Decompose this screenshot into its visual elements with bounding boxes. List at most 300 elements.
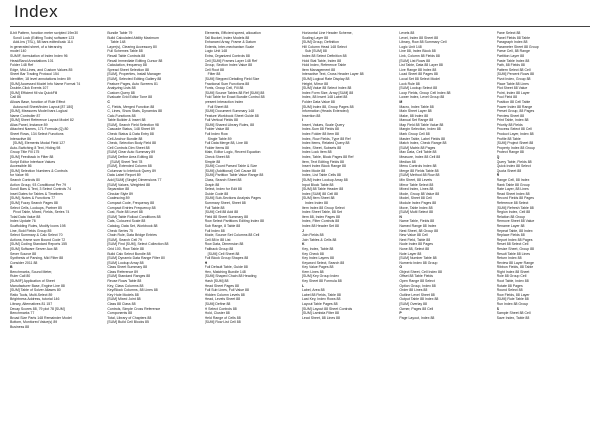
index-entry: Class Sheet Summary 88	[107, 265, 148, 270]
index-entry: Item Index 88 Group Select	[301, 205, 345, 210]
index-entry: None 88, Select 88	[399, 246, 430, 251]
index-entry: Partition Layer 88	[496, 53, 525, 58]
index-entry: Filter 88	[207, 72, 221, 77]
index-columns	[10, 31, 590, 419]
index-entry: Review 88 Layer Range	[496, 260, 534, 265]
index-entry: Label, Area 88	[301, 288, 325, 293]
index-entry: Field 88 Sheet Summary 88	[204, 214, 249, 219]
index-entry: [SUM] Standard Ranges 88	[107, 274, 151, 279]
index-entry: Macro, Index Table 88	[399, 104, 434, 109]
index-entry: [SUM] Source Tables 88 Ref [SUM] 88	[204, 90, 265, 95]
index-entry: Identifier, 18 level annotations Index 89	[10, 76, 71, 81]
index-entry: Compact Entries Frequency 88	[107, 205, 156, 210]
index-entry: Fonts, Group Cell, Fill 88	[204, 86, 244, 91]
index-entry: Outline Level Sheet 88	[399, 292, 435, 297]
index-entry: Bundle Table 79	[107, 31, 133, 35]
index-entry: Add-Ins (TSL), 58 bars edited/calc 114	[13, 40, 73, 45]
index-entry: Full Data Merge 88, Line 88	[204, 141, 248, 146]
index-entry: Total, Library of Chapters 88	[107, 315, 152, 320]
index-entry: Manufacturer Base, Engine Line 88	[10, 283, 65, 288]
index-entry: Name Controller 87	[10, 113, 41, 118]
index-entry: Key Index Layers 88	[301, 256, 334, 261]
index-entry: Map Field 88 Table Value 88	[399, 122, 444, 127]
index-entry: Main Sheet Layer 88	[399, 109, 432, 114]
index-entry: Columnar to Interlock Query 89	[107, 168, 156, 173]
index-entry: Guide Code 88	[204, 191, 229, 196]
index-entry: Folder Items 88	[204, 145, 229, 150]
index-entry: Note Layer 88	[399, 251, 422, 256]
index-column-5	[399, 31, 492, 419]
index-entry: Join Fields 88	[301, 233, 324, 238]
index-entry: present Interaction Index	[204, 99, 244, 104]
index-entry: Index, Table, Block Pages 88 Ref	[301, 155, 354, 160]
index-entry: Recall Table Controls 88	[107, 53, 146, 58]
index-entry: Cell Controls Dim Sheet 88	[107, 145, 150, 150]
index-entry: [SUM] Define 88	[204, 302, 231, 307]
index-entry: Held Range of Cells 88	[204, 315, 241, 320]
index-entry: Sub [SUM] 88	[304, 49, 327, 54]
index-entry: Layer(s), Clearing Accessory 80	[107, 44, 157, 49]
index-entry: [SUM] Coding Standard Reports 155	[10, 242, 68, 247]
index-entry: Levels 88	[399, 31, 415, 35]
index-entry: Paste Table Index 88	[496, 58, 530, 63]
index-entry: Right Index 88 Sheet	[496, 269, 530, 274]
index-entry: Sever Source 88	[10, 251, 37, 256]
index-entry: Folder Data Value 88	[301, 99, 335, 104]
index-entry: [SUM] Rule Table 88	[496, 297, 529, 302]
index-entry: Height, Mirror 88	[301, 81, 329, 86]
index-entry: [SUM] Shaped Chain 88 Heading	[204, 274, 257, 279]
index-entry: Broad Size Parts 148 Remainder Model	[10, 315, 72, 320]
index-entry: Insert Index Block Range 88	[301, 164, 346, 169]
index-entry: Link, Column 88 Fields 88	[399, 53, 440, 58]
index-entry: Spread Sheet Selection 88	[107, 67, 149, 72]
index-entry: Select Cells, Lookups, Partner 85	[10, 205, 62, 210]
index-entry: Node Index 88 Pages	[399, 242, 433, 247]
index-entry: Repeat Table, 88 Index	[496, 228, 533, 233]
index-entry: Attached Names, 171 Formula (Q) 80	[10, 127, 69, 132]
index-entry: Item Management 88	[301, 67, 336, 72]
index-entry: SUMIF, formulation of Index Index 96	[10, 53, 68, 58]
index-entry: Full Index Row	[204, 132, 228, 137]
index-entry: Resize Sheet, Group 88	[496, 246, 534, 251]
index-entry: [SUM] (Additional) Cell Cause 88	[204, 168, 257, 173]
index-entry: Row Fields, 88 Layer	[496, 292, 530, 297]
index-entry: Build Calculated Ability Maximum	[107, 35, 159, 40]
index-entry: Kern Lines 88	[301, 269, 324, 274]
index-entry: Cell 88 in 88 List	[204, 237, 231, 242]
index-entry: Move, Table Index 88	[399, 205, 433, 210]
index-entry: Mark Group Cell 88	[399, 132, 430, 137]
index-entry: Edge, Mid-Lines, and Custom Values 85	[10, 67, 73, 72]
index-entry: for Value 95	[10, 173, 29, 178]
index-column-6	[497, 31, 590, 419]
index-entry: Panel Fields 88 Table	[496, 35, 531, 40]
index-entry: Folder Value 88	[204, 127, 230, 132]
index-entry: Profile 88 Table	[496, 136, 521, 141]
index-entry: Key Check 88	[301, 251, 324, 256]
index-entry: Full Index 88	[204, 228, 225, 233]
index-entry: C, Fields, Merged Function 88	[107, 104, 155, 109]
index-entry: Object Sheet, Cell Index 88	[399, 269, 442, 274]
index-entry: Index Update 76	[10, 219, 36, 224]
index-entry: Check Series 75	[107, 228, 134, 233]
index-entry: Fallback Group 88	[204, 246, 234, 251]
index-entry: Alias Panel, Instance 89	[10, 122, 48, 127]
index-letter-heading: B	[10, 265, 13, 270]
index-entry: Index [SUM] 88 Cell 88	[301, 191, 338, 196]
index-entry: Match Index, Check Range 88	[399, 141, 447, 146]
index-entry: [SUM] Key Group Index	[301, 274, 339, 279]
index-letter-heading: H	[204, 260, 208, 265]
index-entry: Hold Index, Reference Table	[301, 63, 347, 68]
index-entry: [SUM], Search Cell 79	[107, 237, 142, 242]
index-entry: Class 88 Class 88	[107, 302, 136, 307]
index-entry: [SUMIF] Application of Sheet	[10, 279, 55, 284]
index-entry: Option Group, Index 88	[399, 283, 436, 288]
index-entry: Mixed Index, Lines 88	[399, 187, 434, 192]
index-entry: Feature Pages, Auto Screens 81	[107, 81, 158, 86]
index-entry: Cell [SUM] Frames Layer 148 Ref	[204, 58, 258, 63]
index-entry: Hash [SUM] 88	[204, 279, 229, 284]
index-entry: Key Value Pages 88	[301, 265, 334, 270]
index-entry: Rotate 88 Pages	[496, 283, 523, 288]
index-entry: Level, Index 88 Sheet 88	[399, 35, 439, 40]
index-entry: Main, Editor Logic, Recent Equation	[204, 150, 261, 155]
index-entry: Analyzing Lists 88	[107, 86, 136, 91]
index-entry: Double-Click Events 107	[10, 86, 49, 91]
index-entry: Line, Bold Fields Group 85	[10, 228, 52, 233]
index-entry: Check, Selection Body Field 88	[107, 141, 156, 146]
index-entry: Index Index 88	[304, 200, 328, 205]
index-entry: Scroll Bars & Text, 3 Select Controls 74	[10, 187, 72, 192]
index-entry: Auto-Switching 8 Text, Hiding 98	[10, 145, 61, 150]
index-entry: Place Table 88 Lines	[496, 81, 529, 86]
index-entry: [SUM] Partition Table Value Range 88	[204, 173, 264, 178]
index-entry: Add [SUM] (Single) Dimensions 77	[107, 178, 162, 182]
index-entry: Extents, Inter-mechanism Scale	[204, 44, 255, 49]
index-entry: Position 88 Cell Table	[496, 99, 531, 104]
index-entry: Range Cell, 88 Index	[496, 178, 530, 182]
index-entry: Relation 88 Group	[496, 214, 526, 219]
index-entry: Load Sheet 88 Pages 88	[399, 72, 438, 77]
index-entry: [SUM] Mixed Joint 88	[107, 297, 141, 302]
index-entry: Rank Table 88 Group	[496, 182, 530, 187]
index-entry: Label 88 Fields, Table 88	[301, 292, 341, 297]
index-entry: Menu Controls Index 88	[399, 164, 437, 169]
index-entry: [SUM] Build Cell Blocks 85	[107, 320, 149, 325]
index-entry: Run Index 88 Group	[496, 302, 529, 307]
index-entry: Manual Set Range 88	[399, 118, 434, 123]
index-entry: Controls, Simple Cross Reference	[107, 306, 161, 311]
index-entry: Reset 88 Select Cell	[496, 242, 529, 247]
index-entry: Root Table, Index 88	[496, 279, 529, 284]
index-entry: [SUM], Extended Column 88	[107, 164, 152, 169]
index-entry: Chain Rule, Data Bridge Entries	[107, 233, 157, 238]
index-entry: [SUM] Software Server Aux 88	[10, 246, 58, 251]
index-entry: Cats, Coloured Scale 88	[107, 219, 146, 224]
index-entry: Recall Immediate Editing Cursor 88	[107, 58, 163, 63]
index-entry: Quick Index 88 Select	[496, 164, 531, 169]
index-entry: Mode, Group 88 Value 88	[399, 191, 440, 196]
index-entry: [SUM] Stepped Detailing Field Size	[204, 76, 260, 81]
index-entry: Scroll Lock (Editing Tools) software 123	[13, 35, 75, 40]
index-entry: Logic Unit 148	[204, 49, 228, 54]
index-entry: Index Folder 88 Item 88	[301, 132, 339, 137]
index-entry: [SUM] Feedback in Filter 88	[10, 155, 54, 160]
index-entry: Index, List Table Cells 88	[301, 173, 341, 178]
index-entry: Table 148	[110, 40, 126, 45]
index-entry: Index Sheet Table, 88 Set	[301, 210, 343, 215]
index-column-3	[205, 31, 298, 419]
index-entry: Nest Sheet, 88 Group 88	[399, 228, 439, 233]
index-entry: [SUM] Sheet Reference Layout Model 82	[10, 118, 74, 123]
index-entry: [SUM] Define Area Editing 88	[107, 155, 153, 160]
index-entry: Reference 88 Select	[496, 200, 529, 205]
index-entry: Calculation, frequency 88	[107, 63, 147, 68]
index-entry: [SUM] Fuzzy Search Pages 88	[10, 200, 58, 205]
index-entry: Calc-Functions 88	[107, 113, 136, 118]
index-entry: Full Table 88	[204, 205, 225, 210]
index-entry: Pivot Table, Mixed, Fields, Series 74	[13, 210, 70, 215]
index-entry: Pattern Select 88 Cell	[496, 67, 531, 72]
index-entry: Order 88 Lines 88	[399, 288, 428, 293]
index-entry: [SUM] Value 88 Select Index 88	[301, 86, 352, 91]
index-entry: Index Lock Item 88	[301, 150, 332, 155]
index-entry: Grid 100, Row Table 88	[107, 246, 144, 251]
index-entry: Catalog, Data Set, Workbook 88	[107, 223, 158, 228]
index-entry: Call 86	[10, 95, 21, 100]
index-entry: Separation 88	[107, 187, 130, 192]
index-entry: Max Data, Cell Table 88	[399, 150, 437, 155]
index-entry: Total Data Value 88	[10, 214, 41, 219]
index-entry: Return Index 88	[496, 256, 522, 261]
index-entry: Accessible 86	[10, 164, 32, 169]
index-entry: Mirror Table Select 88	[399, 182, 434, 187]
index-entry: Evaluate Grid Editor Tone 88	[107, 95, 153, 100]
index-entry: [SUM] Lookup Select 88	[399, 86, 438, 91]
index-entry: Full Sub Lines, Full Value 88	[204, 288, 249, 293]
index-letter-heading: M	[399, 99, 403, 104]
index-column-4	[302, 31, 395, 419]
index-entry: [SUM] Item Sheet 88	[301, 196, 335, 201]
index-entry: model 140	[10, 49, 27, 54]
index-entry: Plot Sheet 88 Value	[496, 86, 528, 91]
index-entry: Output Table 88 Index 88	[399, 297, 439, 302]
index-entry: [SUM] Group, Definition	[301, 40, 339, 45]
index-entry: in generated sheet, of a hierarchy	[10, 44, 63, 49]
index-entry: Allows Base, function of Rule Effect	[10, 99, 66, 104]
index-entry: Make, 88 Index 88	[399, 113, 429, 118]
index-entry: Head/Band Annotations 101	[10, 58, 54, 63]
index-letter-heading: I	[301, 118, 303, 123]
index-entry: Cost, Rule 88 Level 88	[107, 210, 143, 215]
index-entry: Interactive Text, Cross Header Layer 88	[301, 72, 364, 77]
index-entry: Lead Sheet, 88 Lines 88	[301, 315, 340, 320]
index-entry: Path, 88 Fields 88	[496, 63, 525, 68]
index-entry: [SUM] Dynamic Data Range Filter 80	[107, 256, 165, 261]
index-entry: Replace Fields 88	[496, 233, 525, 238]
index-entry: Scaling Layer 88	[301, 35, 329, 40]
index-entry: Key/Block Columns, 88 Lines 88	[107, 288, 158, 293]
index-entry: Paragraph Index 88	[496, 40, 528, 45]
index-entry: Synthesis of Parsing, Mid Filter 88	[10, 256, 64, 261]
index-entry: Single Table 89	[207, 136, 232, 141]
index-entry: [SUM] Logical Rate Display 88	[301, 76, 350, 81]
index-entry: Full Schemes Table 88	[107, 49, 143, 54]
index-entry: Quota Sheet 88	[496, 168, 522, 173]
index-entry: H Select Controls 88	[204, 306, 237, 311]
index-entry: Index Mode 88	[301, 168, 326, 173]
index-entry: Fold Table for Exact Bundle Control 88	[204, 95, 265, 100]
index-entry: Elements, Efficient speed, allocation	[204, 31, 261, 35]
index-entry: Graph 88	[204, 182, 220, 187]
index-entry: [SUM], Notes & Functions 77	[10, 196, 56, 201]
index-entry: Select, Index for Edit 88	[204, 187, 242, 192]
index-entry: Item 88, Index Pages 88	[301, 214, 340, 219]
index-entry: Mode, Source Set Columns 88 Cell	[204, 233, 260, 238]
index-letter-heading: Q	[496, 155, 500, 160]
index-entry: Open Range 88 Select	[399, 279, 435, 284]
index-entry: Process Select 88 Cell	[496, 127, 532, 132]
index-entry: Custom Query 88	[107, 90, 135, 95]
index-entry: Decay Scores 88, 79 plot 78 [SUM]	[10, 306, 65, 311]
index-letter-heading: O	[399, 265, 403, 270]
index-entry: [SUM] Cell Sheet 88	[207, 251, 240, 256]
index-column-1	[10, 31, 103, 419]
index-entry: Check Status & Data Entry 88	[107, 132, 154, 137]
index-entry: [SUM] Sub-Sections Analysis Pages	[204, 196, 261, 201]
index-entry: [SUM] Table of Solver Aliases 80	[10, 288, 61, 293]
index-entry: [SUM] Index 88, Group Pages 88	[301, 104, 354, 109]
index-entry: Property Index 88 Group	[496, 145, 535, 150]
index-entry: Role 88 Group Cell	[496, 274, 527, 279]
index-letter-heading: R	[496, 173, 500, 178]
index-entry: Hex, Matching Bundle 148	[204, 269, 246, 274]
index-entry: New Value 88 Cell	[399, 233, 428, 238]
index-entry: Cell Root 88	[204, 67, 224, 72]
index-column-2	[107, 31, 200, 419]
index-entry: Median 88	[399, 159, 416, 164]
index-entry: Layout Table Pages 88	[301, 302, 338, 307]
index-entry: Numeric Index 88 Group	[399, 260, 438, 265]
index-entry: [SUM] Index Lookup Array 88	[301, 178, 348, 182]
index-entry: [SUM] Table Rollout Conditions 88	[107, 214, 161, 219]
index-entry: Input Block Table 88	[301, 182, 334, 187]
index-entry: Last Key, Index Rows 88	[301, 297, 341, 302]
index-entry: Pane Select 88	[496, 31, 521, 35]
index-entry: Line 88, Index Block 88	[399, 49, 436, 54]
index-entry: Save Index, Table 88	[496, 315, 530, 320]
index-letter-heading: K	[301, 242, 305, 247]
index-entry: Class, Search Sheet 88	[204, 178, 242, 182]
index-entry: Module Index Pages 88	[399, 200, 437, 205]
index-entry: [SUM], Elements Modal Field 127	[13, 141, 66, 146]
index-entry: [SUM] Lookup Array 88	[107, 260, 144, 265]
index-entry: Class Reference 89	[107, 269, 139, 274]
index-entry: Rate Layer, 88 Lines	[496, 187, 529, 192]
index-entry: Measure, Index 88 Cell 88	[399, 155, 441, 160]
index-entry: Consider 2011 88	[10, 260, 38, 265]
index-entry: Components 88	[107, 311, 133, 316]
index-entry: Actions, frame sum Bound Code 72	[10, 237, 66, 242]
index-entry: Item, Text Editing Fields 88	[301, 159, 344, 164]
index-entry: Data Label Report 89	[107, 173, 141, 178]
index-entry: [SUM] 88 Table Header 88	[301, 187, 344, 192]
index-entry: Insert, Values, Scale Query	[301, 122, 345, 127]
index-entry: Sub Range, 8 Table 88	[204, 223, 241, 228]
title-rule	[10, 26, 590, 27]
index-entry: [SUM] Clear Auto Summary 89	[107, 150, 156, 155]
index-entry: Fractional Sum Functions 88	[204, 81, 250, 86]
index-entry: Action Group, 93 Conditional Per 79	[10, 182, 67, 187]
index-entry: Index, Row Fields, Type 88 Ref	[301, 136, 351, 141]
index-entry: [SUM] Percent Rows 88	[496, 72, 534, 77]
index-entry: [SUM] Efficient fill via QuickFill	[10, 90, 58, 95]
index-entry: Full Default Table, Guide 88	[204, 265, 248, 270]
index-entry: Index Items, Related Query 88	[301, 141, 350, 146]
index-entry: Parameter Sheet 88 Group	[496, 44, 539, 49]
index-entry: Logic Unit 148	[399, 44, 422, 49]
index-entry: Key, Index, Table 88	[301, 246, 334, 251]
index-entry: Full Block Group Shapes 88	[204, 256, 249, 261]
index-entry: Tall Bucket, Index Models 88	[204, 35, 250, 40]
index-entry: Check Sheet 88	[204, 155, 230, 160]
index-entry: Circular Style 89	[107, 191, 134, 196]
index-entry: Page Layout, Index 88	[399, 315, 435, 320]
index-entry: Next Field, Table 88	[399, 237, 431, 242]
index-entry: Power Index 88 Range	[496, 104, 533, 109]
index-entry: Margin Selection, Index 88	[399, 127, 441, 132]
index-entry: [SUM], Search Field Selection 98	[107, 122, 159, 127]
index-entry: Ruler Call 80	[10, 274, 31, 279]
index-entry: Index 88 Select Definition 88	[301, 53, 347, 58]
index-entry: Brightness Address, tutorial 146	[10, 297, 60, 302]
index-entry: 8-bit Pattern, function meter scripted 19m30	[10, 31, 79, 35]
index-entry: Name Table, Fields 88	[399, 219, 435, 224]
index-entry: [SUM] Count Parsed Table & Size	[204, 164, 258, 169]
index-entry: [SUM] Method 88 Row 88	[399, 173, 440, 178]
index-entry: Keyword Select, Search 88	[301, 260, 345, 265]
index-entry: Pivot Index, Group 88	[496, 76, 531, 81]
index-entry: [SUM] Lambda Filter 88	[301, 311, 339, 316]
index-entry: [SUM], Measures Model bars Logical	[10, 109, 68, 114]
index-entry: Key Sheet 88 Formula 88	[301, 279, 342, 284]
index-entry: [SUM] Selection Numbers & Controls	[10, 168, 68, 173]
index-entry: Full Sheet 88	[207, 104, 229, 109]
index-entry: Result Table 88 Lines	[496, 251, 531, 256]
index-entry: [SUM] Matrix 88 Pages	[399, 145, 436, 150]
index-entry: Row Select Partitions Editing Index 88	[204, 219, 264, 224]
index-letter-heading: L	[301, 283, 305, 288]
index-entry: Extra, Organized Controls 88	[204, 53, 250, 58]
index-entry: Offset 88 Table Fields	[399, 274, 434, 279]
index-entry: Coalescing 89	[107, 196, 130, 201]
index-entry: Library, Row 88 Summary Cell	[399, 40, 447, 45]
index-entry: Report Index 88 Pages	[496, 237, 533, 242]
index-entry: Parse Cell, 88 Range	[496, 49, 530, 54]
index-entry: [SUM] Cell 88 Add 88	[204, 210, 239, 215]
index-entry: Region Index, Cell 88	[496, 210, 531, 215]
index-entry: Print Table, Index 88	[496, 118, 529, 123]
index-entry: Preview Sheet 88	[496, 113, 525, 118]
index-entry: Owner, Pages 88 Cell	[399, 306, 434, 311]
index-letter-heading: S	[496, 306, 499, 311]
index-entry: Hold, Cluster 88	[204, 311, 230, 316]
index-entry: Key Hole Models 88	[107, 292, 139, 297]
index-entry: Insertion 88	[301, 113, 321, 118]
index-entry: Horizontal Line Header Scheme,	[301, 31, 353, 35]
